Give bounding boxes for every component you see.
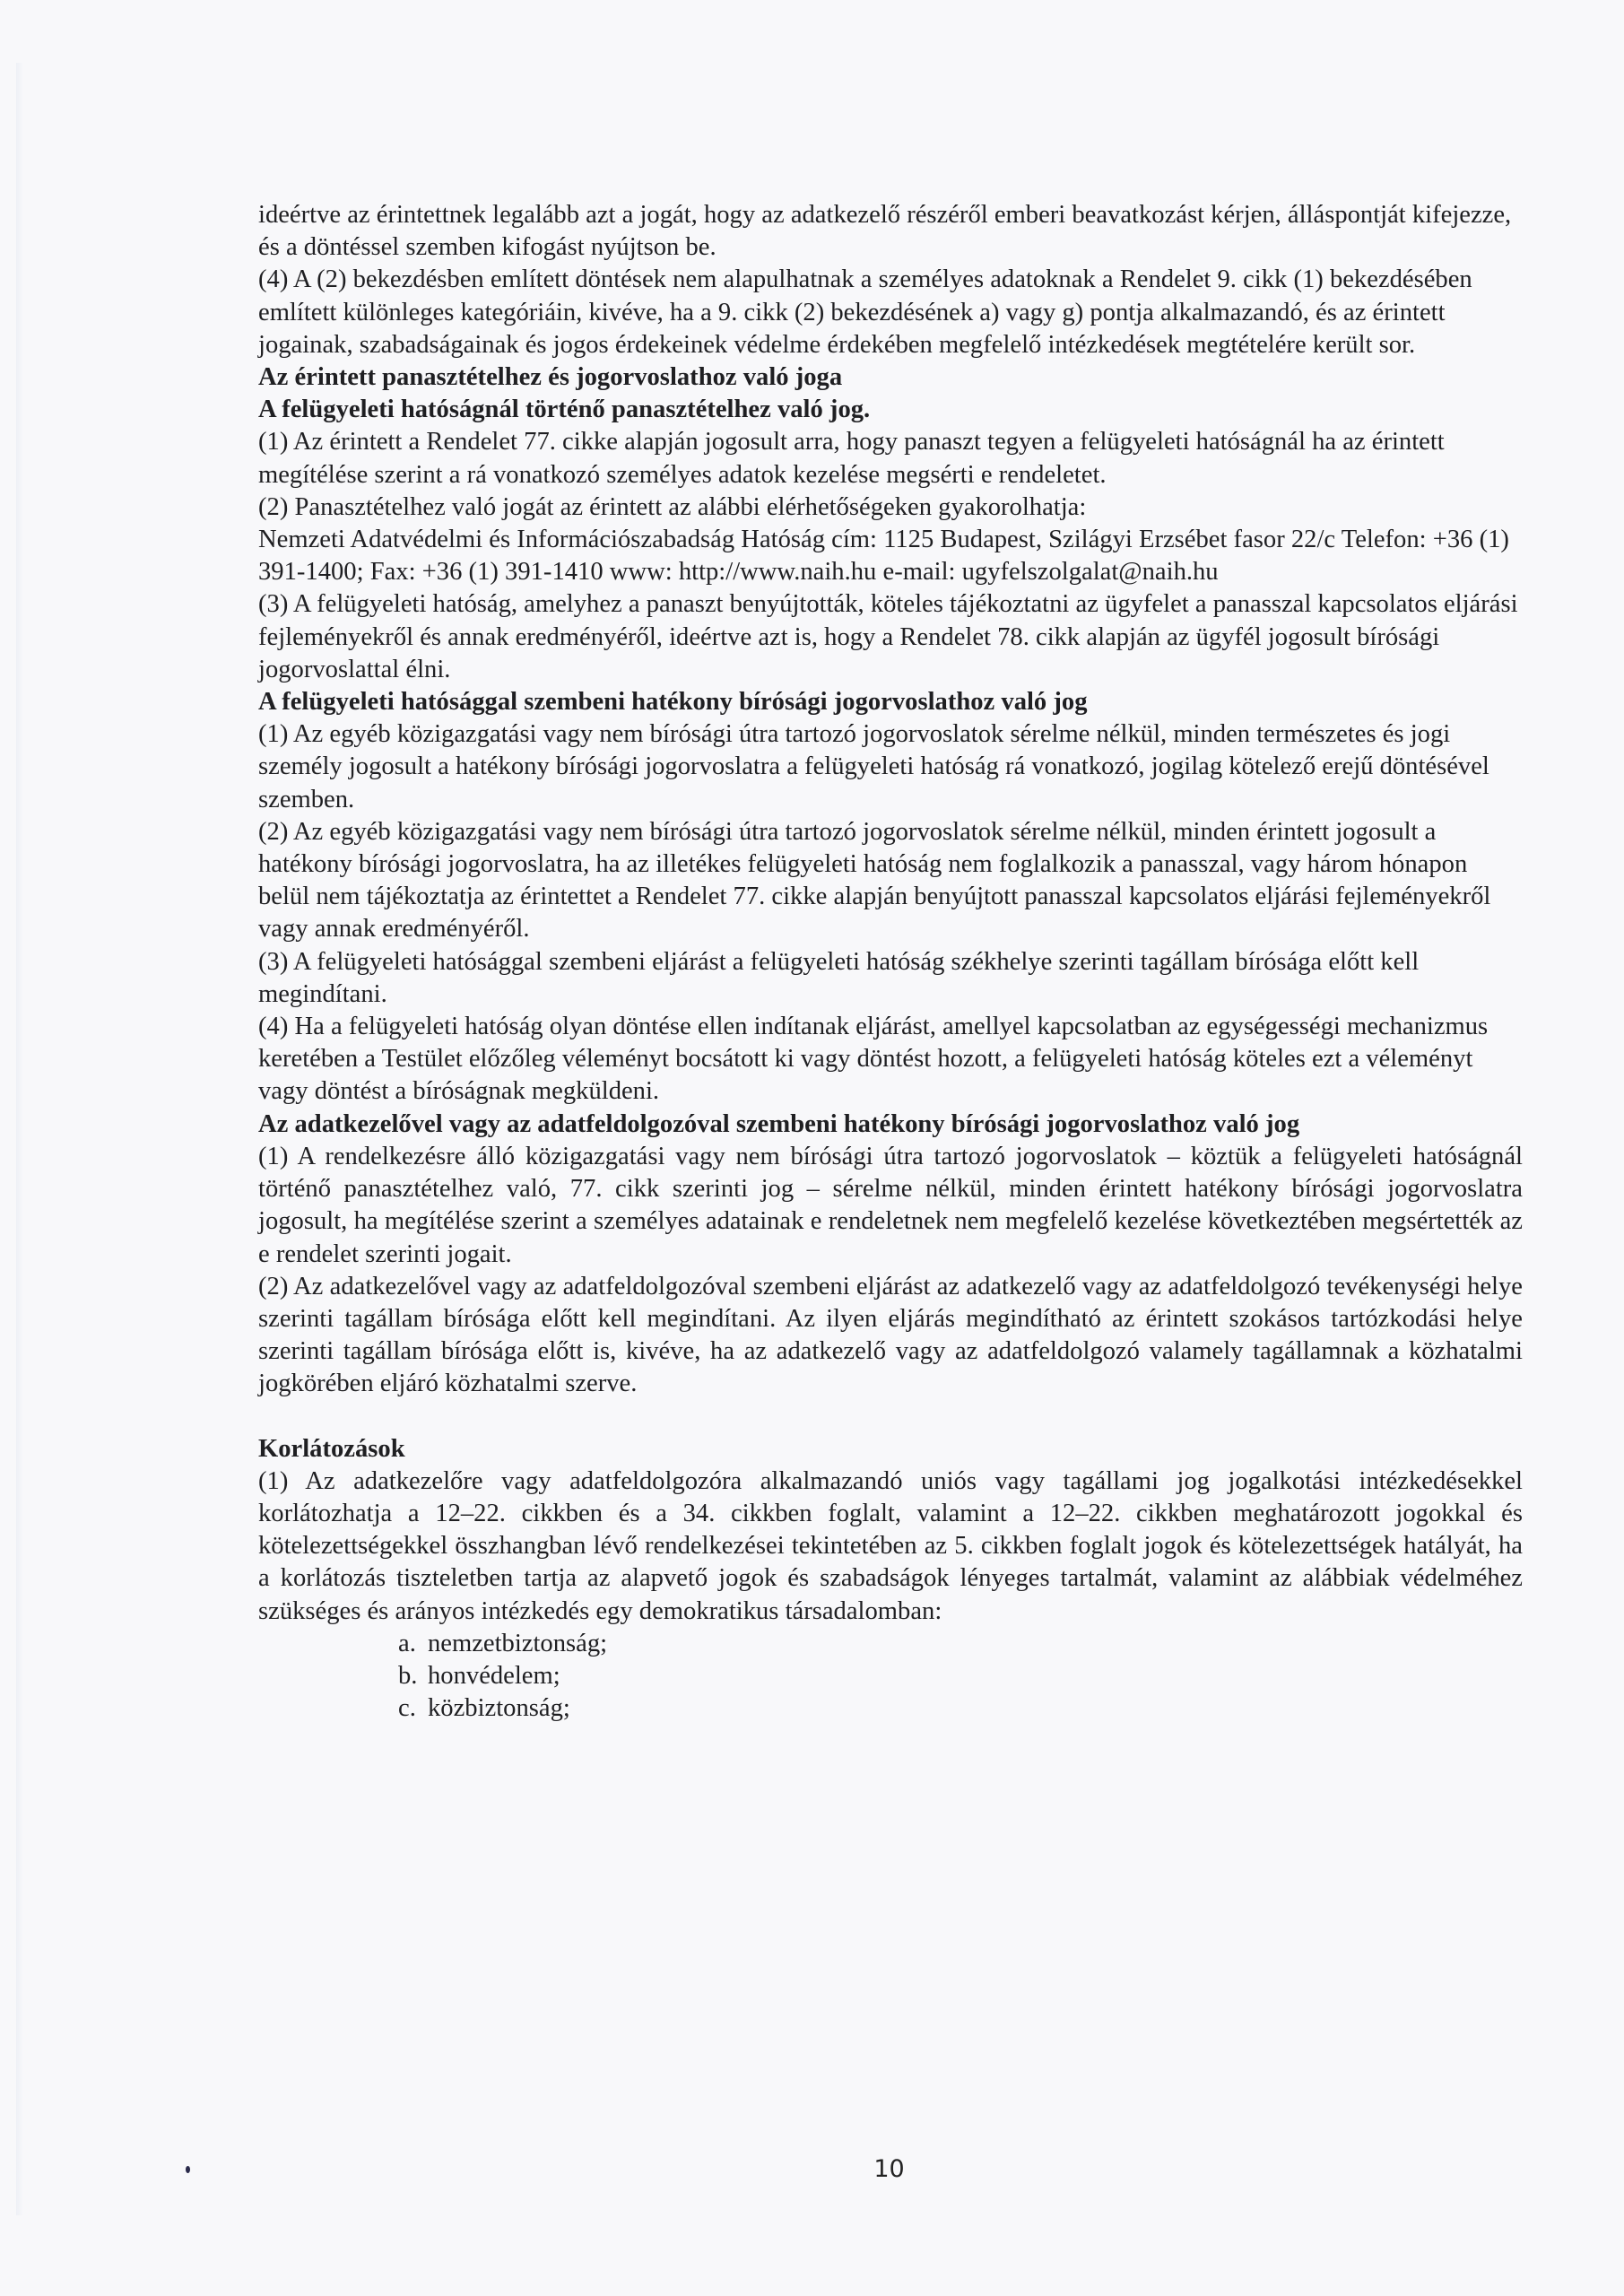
paragraph-4-automated-decisions: (4) A (2) bekezdésben említett döntések nem alapulhatnak a személyes adatoknak a Rendelet 9. cikk (1) bekezdésében említett különleges kategóriáin, kivéve, ha a 9. cikk (2) bekezdésének a) vagy g) pontja alkalmazandó, és az érintett jogainak, szabadságainak és jogos érdekeinek védelme érdekében megfelelő intézkedések megtételére került sor. bbox=[258, 265, 1472, 359]
paragraph-complaint-2: (2) Panasztételhez való jogát az érintett az alábbi elérhetőségeken gyakorolhatja: bbox=[258, 492, 1087, 521]
paragraph-authority-remedy-1: (1) Az egyéb közigazgatási vagy nem bírósági útra tartozó jogorvoslatok sérelme nélkül, minden természetes és jogi személy jogosult a hatékony bírósági jogorvoslatra a felügyeleti hatóság rá vonatkozó, jogilag kötelező erejű döntésével szemben. bbox=[258, 720, 1489, 813]
paragraph-continuation: ideértve az érintettnek legalább azt a jogát, hogy az adatkezelő részéről emberi beavatkozást kérjen, álláspontját kifejezze, és a döntéssel szemben kifogást nyújtson be. bbox=[258, 201, 1512, 262]
list-item-text: közbiztonság; bbox=[428, 1694, 570, 1723]
page-number bbox=[0, 2155, 1624, 2183]
list-item-text: honvédelem; bbox=[428, 1661, 560, 1690]
list-item-text: nemzetbiztonság; bbox=[428, 1629, 608, 1657]
paragraph-authority-remedy-2: (2) Az egyéb közigazgatási vagy nem bírósági útra tartozó jogorvoslatok sérelme nélkül, minden érintett jogosult a hatékony bírósági jogorvoslatra, ha az illetékes felügyeleti hatóság nem foglalkozik a panasszal, vagy három hónapon belül nem tájékoztatja az érintettet a Rendelet 77. cikke alapján benyújtott panasszal kapcsolatos eljárási fejleményekről vagy annak eredményéről. bbox=[258, 817, 1491, 944]
list-marker: b. bbox=[398, 1661, 418, 1690]
paragraph-controller-remedy-2: (2) Az adatkezelővel vagy az adatfeldolgozóval szembeni eljárást az adatkezelő vagy az adatfeldolgozó tevékenységi helye szerinti tagállam bírósága előtt kell megindítani. Az ilyen eljárás megindítható az érintett szokásos tartózkodási helye szerinti tagállam bírósága előtt is, kivéve, ha az adatkezelő vagy az adatfeldolgozó valamely tagállamnak a közhatalmi jogkörében eljáró közhatalmi szerve. bbox=[258, 1272, 1523, 1398]
list-item bbox=[398, 1692, 1523, 1725]
list-marker: c. bbox=[398, 1694, 416, 1723]
page-number-text: 10 bbox=[873, 2155, 905, 2183]
section-heading-complaint-remedy: Az érintett panasztételhez és jogorvoslathoz való joga bbox=[258, 363, 843, 392]
restrictions-list bbox=[258, 1628, 1523, 1726]
list-item bbox=[398, 1628, 1523, 1660]
naih-contact-details: Nemzeti Adatvédelmi és Információszabadság Hatóság cím: 1125 Budapest, Szilágyi Erzsébet fasor 22/c Telefon: +36 (1) 391-1400; Fax: +36 (1) 391-1410 www: http://www.naih.hu e-mail: ugyfelszolgalat@naih.hu bbox=[258, 526, 1509, 587]
scan-edge-shadow bbox=[16, 63, 23, 2215]
document-page bbox=[258, 199, 1523, 1725]
paragraph-restrictions-1: (1) Az adatkezelőre vagy adatfeldolgozóra alkalmazandó uniós vagy tagállami jog jogalkotási intézkedésekkel korlátozhatja a 12–22. cikkben és a 34. cikkben foglalt, valamint a 12–22. cikkben meghatározott jogokkal és kötelezettségekkel összhangban lévő rendelkezései tekintetében az 5. cikkben foglalt jogok és kötelezettségek hatályát, ha a korlátozás tiszteletben tartja az alapvető jogok és szabadságok lényeges tartalmát, valamint az alábbiak védelméhez szükséges és arányos intézkedés egy demokratikus társadalomban: bbox=[258, 1466, 1523, 1625]
paragraph-complaint-1: (1) Az érintett a Rendelet 77. cikke alapján jogosult arra, hogy panaszt tegyen a felügyeleti hatóságnál ha az érintett megítélése szerint a rá vonatkozó személyes adatok kezelése megsérti e rendeletet. bbox=[258, 428, 1445, 489]
list-marker: a. bbox=[398, 1629, 416, 1657]
paragraph-complaint-3: (3) A felügyeleti hatóság, amelyhez a panaszt benyújtották, köteles tájékoztatni az ügyfelet a panasszal kapcsolatos eljárási fejleményekről és annak eredményéről, ideértve azt is, hogy a Rendelet 78. cikk alapján az ügyfél jogosult bírósági jogorvoslattal élni. bbox=[258, 590, 1518, 683]
paragraph-authority-remedy-4: (4) Ha a felügyeleti hatóság olyan döntése ellen indítanak eljárást, amellyel kapcsolatban az egységességi mechanizmus keretében a Testület előzőleg véleményt bocsátott ki vagy döntést hozott, a felügyeleti hatóság köteles ezt a véleményt vagy döntést a bíróságnak megküldeni. bbox=[258, 1013, 1489, 1106]
paragraph-authority-remedy-3: (3) A felügyeleti hatósággal szembeni eljárást a felügyeleti hatóság székhelye szerinti tagállam bírósága előtt kell megindítani. bbox=[258, 947, 1420, 1008]
list-item bbox=[398, 1660, 1523, 1692]
subsection-heading-remedy-against-controller: Az adatkezelővel vagy az adatfeldolgozóval szembeni hatékony bírósági jogorvoslathoz való jog bbox=[258, 1109, 1300, 1138]
subsection-heading-remedy-against-authority: A felügyeleti hatósággal szembeni hatékony bírósági jogorvoslathoz való jog bbox=[258, 688, 1088, 717]
section-heading-restrictions: Korlátozások bbox=[258, 1434, 405, 1463]
subsection-heading-supervisory-complaint: A felügyeleti hatóságnál történő panasztételhez való jog. bbox=[258, 396, 871, 424]
paragraph-controller-remedy-1: (1) A rendelkezésre álló közigazgatási vagy nem bírósági útra tartozó jogorvoslatok – köztük a felügyeleti hatóságnál történő panasztételhez való, 77. cikk szerinti jog – sérelme nélkül, minden érintett hatékony bírósági jogorvoslatra jogosult, ha megítélése szerint a személyes adatainak e rendeletnek nem megfelelő kezelése következtében megsértették az e rendelet szerinti jogait. bbox=[258, 1142, 1523, 1268]
